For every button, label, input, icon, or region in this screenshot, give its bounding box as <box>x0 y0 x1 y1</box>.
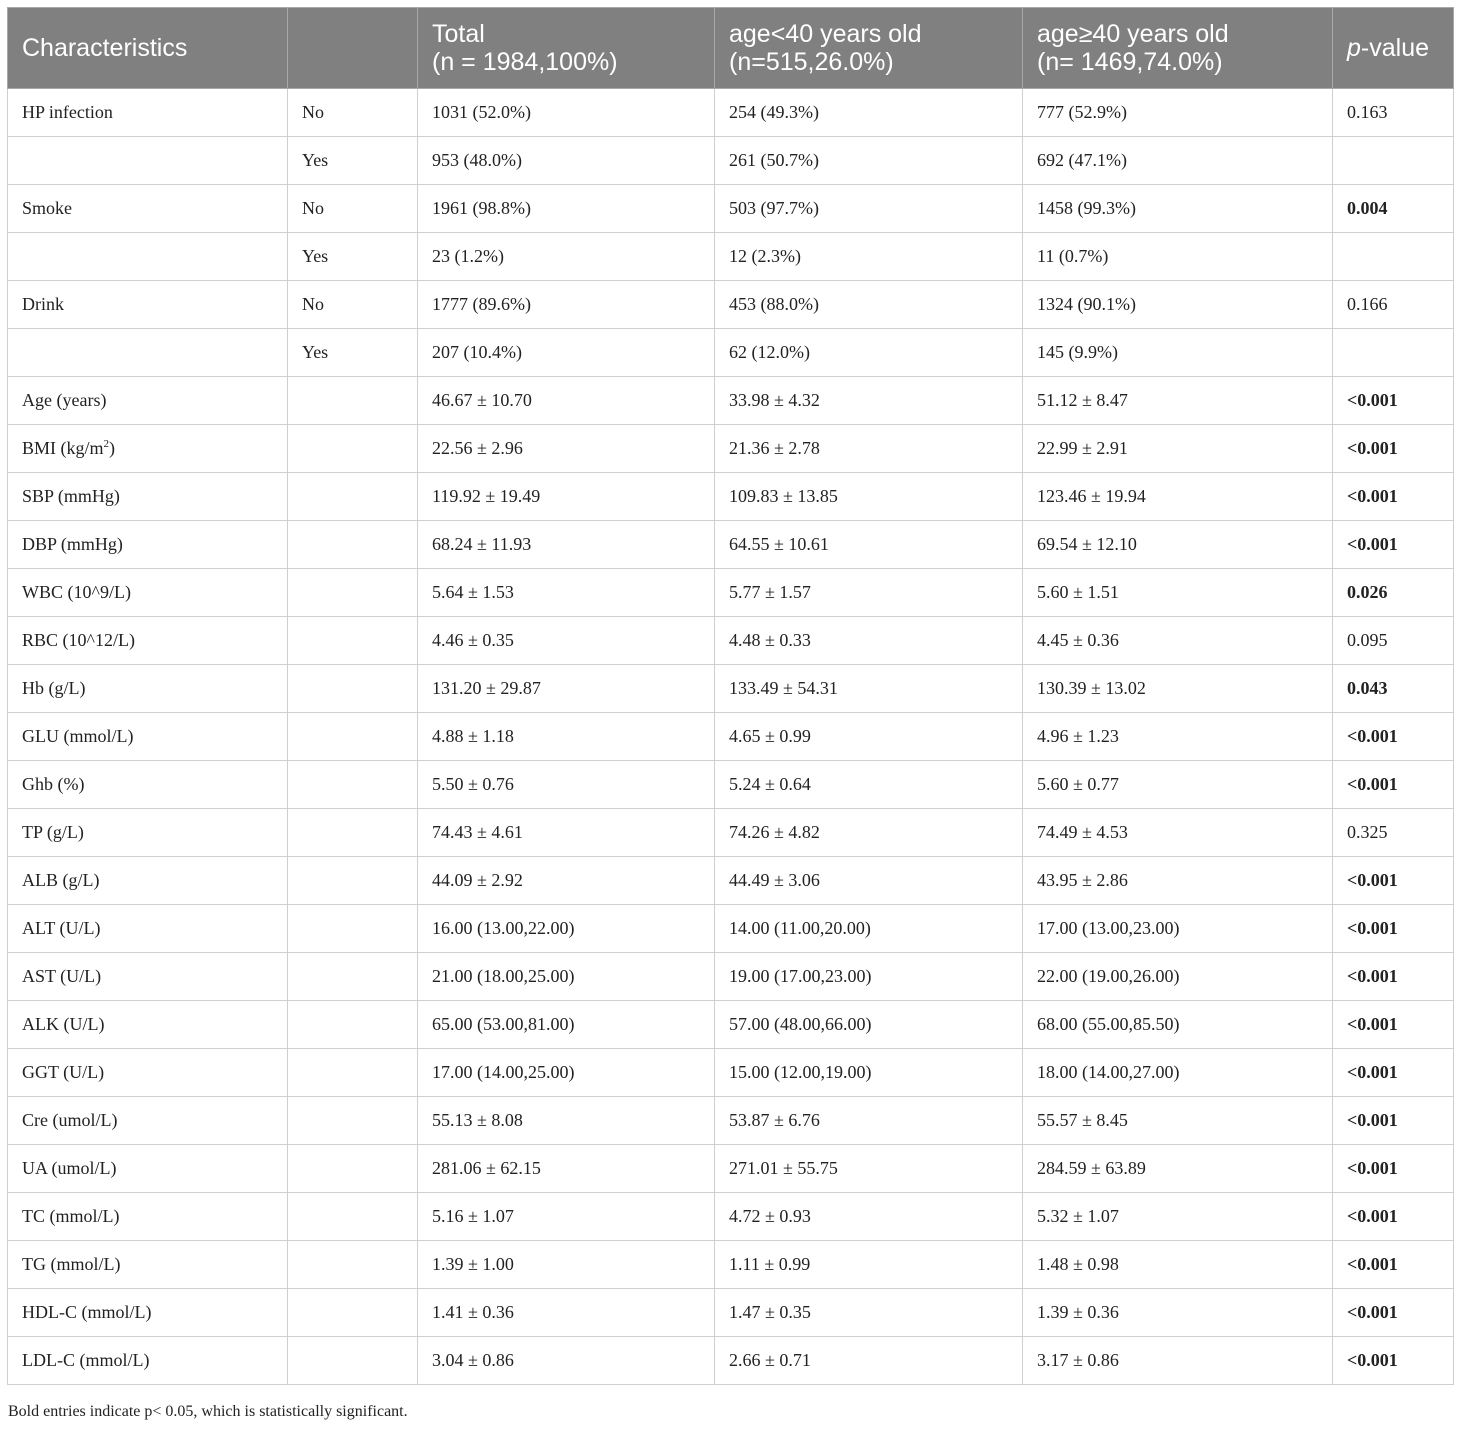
row-age-40-plus: 22.00 (19.00,26.00) <box>1023 953 1333 1001</box>
row-characteristic <box>8 137 288 185</box>
table-row <box>8 1289 1454 1337</box>
row-p-value: <0.001 <box>1333 1241 1454 1289</box>
row-total: 1031 (52.0%) <box>418 89 715 137</box>
row-age-40-plus: 43.95 ± 2.86 <box>1023 857 1333 905</box>
row-age-40-plus: 4.96 ± 1.23 <box>1023 713 1333 761</box>
table-row <box>8 1049 1454 1097</box>
row-total: 74.43 ± 4.61 <box>418 809 715 857</box>
row-age-under-40: 53.87 ± 6.76 <box>715 1097 1023 1145</box>
row-age-40-plus: 22.99 ± 2.91 <box>1023 425 1333 473</box>
row-p-value: <0.001 <box>1333 1049 1454 1097</box>
row-characteristic <box>8 233 288 281</box>
row-p-value: <0.001 <box>1333 857 1454 905</box>
row-characteristic: ALB (g/L) <box>8 857 288 905</box>
row-subcategory <box>288 569 418 617</box>
row-characteristic: Hb (g/L) <box>8 665 288 713</box>
row-total: 5.16 ± 1.07 <box>418 1193 715 1241</box>
row-age-40-plus: 130.39 ± 13.02 <box>1023 665 1333 713</box>
row-age-40-plus: 145 (9.9%) <box>1023 329 1333 377</box>
row-total: 44.09 ± 2.92 <box>418 857 715 905</box>
row-p-value: 0.043 <box>1333 665 1454 713</box>
row-age-under-40: 1.11 ± 0.99 <box>715 1241 1023 1289</box>
row-subcategory <box>288 473 418 521</box>
table-row <box>8 1337 1454 1385</box>
row-subcategory <box>288 713 418 761</box>
row-age-40-plus: 1.48 ± 0.98 <box>1023 1241 1333 1289</box>
row-characteristic: RBC (10^12/L) <box>8 617 288 665</box>
row-characteristic: GLU (mmol/L) <box>8 713 288 761</box>
row-age-40-plus: 692 (47.1%) <box>1023 137 1333 185</box>
table-row <box>8 137 1454 185</box>
row-age-under-40: 4.65 ± 0.99 <box>715 713 1023 761</box>
row-age-40-plus: 51.12 ± 8.47 <box>1023 377 1333 425</box>
row-characteristic <box>8 329 288 377</box>
table-row <box>8 185 1454 233</box>
row-age-under-40: 15.00 (12.00,19.00) <box>715 1049 1023 1097</box>
row-characteristic: LDL-C (mmol/L) <box>8 1337 288 1385</box>
row-age-under-40: 14.00 (11.00,20.00) <box>715 905 1023 953</box>
table-row <box>8 473 1454 521</box>
row-total: 207 (10.4%) <box>418 329 715 377</box>
row-p-value: 0.163 <box>1333 89 1454 137</box>
row-age-40-plus: 123.46 ± 19.94 <box>1023 473 1333 521</box>
row-age-40-plus: 18.00 (14.00,27.00) <box>1023 1049 1333 1097</box>
table-row <box>8 905 1454 953</box>
row-age-under-40: 21.36 ± 2.78 <box>715 425 1023 473</box>
table-row <box>8 761 1454 809</box>
row-characteristic: DBP (mmHg) <box>8 521 288 569</box>
table-row <box>8 617 1454 665</box>
row-age-40-plus: 68.00 (55.00,85.50) <box>1023 1001 1333 1049</box>
row-characteristic: WBC (10^9/L) <box>8 569 288 617</box>
row-p-value: <0.001 <box>1333 1001 1454 1049</box>
row-subcategory <box>288 1145 418 1193</box>
row-age-under-40: 4.72 ± 0.93 <box>715 1193 1023 1241</box>
table-row <box>8 329 1454 377</box>
row-age-40-plus: 284.59 ± 63.89 <box>1023 1145 1333 1193</box>
row-age-under-40: 133.49 ± 54.31 <box>715 665 1023 713</box>
row-characteristic: Ghb (%) <box>8 761 288 809</box>
row-age-under-40: 261 (50.7%) <box>715 137 1023 185</box>
row-subcategory <box>288 809 418 857</box>
row-characteristic: GGT (U/L) <box>8 1049 288 1097</box>
row-p-value: <0.001 <box>1333 1193 1454 1241</box>
row-subcategory <box>288 953 418 1001</box>
row-age-40-plus: 3.17 ± 0.86 <box>1023 1337 1333 1385</box>
row-total: 131.20 ± 29.87 <box>418 665 715 713</box>
row-characteristic: SBP (mmHg) <box>8 473 288 521</box>
table-row <box>8 665 1454 713</box>
row-age-40-plus: 1324 (90.1%) <box>1023 281 1333 329</box>
table-row <box>8 1241 1454 1289</box>
row-total: 281.06 ± 62.15 <box>418 1145 715 1193</box>
row-p-value: <0.001 <box>1333 425 1454 473</box>
row-characteristic: TC (mmol/L) <box>8 1193 288 1241</box>
header-age-under-40: age<40 years old (n=515,26.0%) <box>715 8 1023 89</box>
row-p-value: <0.001 <box>1333 1289 1454 1337</box>
row-age-40-plus: 74.49 ± 4.53 <box>1023 809 1333 857</box>
table-row <box>8 377 1454 425</box>
row-age-under-40: 74.26 ± 4.82 <box>715 809 1023 857</box>
row-age-40-plus: 17.00 (13.00,23.00) <box>1023 905 1333 953</box>
table-row <box>8 1193 1454 1241</box>
row-subcategory <box>288 761 418 809</box>
row-total: 68.24 ± 11.93 <box>418 521 715 569</box>
table-row <box>8 521 1454 569</box>
row-subcategory <box>288 377 418 425</box>
row-age-under-40: 2.66 ± 0.71 <box>715 1337 1023 1385</box>
row-p-value <box>1333 329 1454 377</box>
row-p-value: <0.001 <box>1333 713 1454 761</box>
row-p-value: <0.001 <box>1333 521 1454 569</box>
row-age-under-40: 44.49 ± 3.06 <box>715 857 1023 905</box>
row-subcategory <box>288 1049 418 1097</box>
row-subcategory: No <box>288 281 418 329</box>
table-row <box>8 281 1454 329</box>
row-subcategory <box>288 1289 418 1337</box>
row-age-under-40: 254 (49.3%) <box>715 89 1023 137</box>
row-age-under-40: 12 (2.3%) <box>715 233 1023 281</box>
row-age-under-40: 271.01 ± 55.75 <box>715 1145 1023 1193</box>
row-subcategory <box>288 1097 418 1145</box>
table-row <box>8 1097 1454 1145</box>
row-total: 3.04 ± 0.86 <box>418 1337 715 1385</box>
row-age-under-40: 453 (88.0%) <box>715 281 1023 329</box>
table-row <box>8 1145 1454 1193</box>
row-total: 953 (48.0%) <box>418 137 715 185</box>
row-age-40-plus: 69.54 ± 12.10 <box>1023 521 1333 569</box>
table-footnote: Bold entries indicate p< 0.05, which is statistically significant. <box>8 1403 408 1420</box>
table-row <box>8 857 1454 905</box>
table-row <box>8 809 1454 857</box>
row-age-under-40: 503 (97.7%) <box>715 185 1023 233</box>
row-characteristic: TP (g/L) <box>8 809 288 857</box>
row-age-under-40: 5.24 ± 0.64 <box>715 761 1023 809</box>
row-p-value <box>1333 137 1454 185</box>
row-total: 1777 (89.6%) <box>418 281 715 329</box>
row-subcategory <box>288 1193 418 1241</box>
row-p-value: <0.001 <box>1333 1337 1454 1385</box>
row-characteristic: UA (umol/L) <box>8 1145 288 1193</box>
row-characteristic: TG (mmol/L) <box>8 1241 288 1289</box>
row-subcategory <box>288 905 418 953</box>
row-age-40-plus: 777 (52.9%) <box>1023 89 1333 137</box>
row-p-value: 0.026 <box>1333 569 1454 617</box>
row-total: 22.56 ± 2.96 <box>418 425 715 473</box>
row-subcategory <box>288 1241 418 1289</box>
row-age-under-40: 57.00 (48.00,66.00) <box>715 1001 1023 1049</box>
row-total: 46.67 ± 10.70 <box>418 377 715 425</box>
row-age-40-plus: 11 (0.7%) <box>1023 233 1333 281</box>
row-total: 65.00 (53.00,81.00) <box>418 1001 715 1049</box>
row-age-under-40: 109.83 ± 13.85 <box>715 473 1023 521</box>
row-age-40-plus: 55.57 ± 8.45 <box>1023 1097 1333 1145</box>
row-total: 4.46 ± 0.35 <box>418 617 715 665</box>
row-p-value: 0.166 <box>1333 281 1454 329</box>
row-age-under-40: 33.98 ± 4.32 <box>715 377 1023 425</box>
row-subcategory: No <box>288 89 418 137</box>
row-subcategory: Yes <box>288 137 418 185</box>
row-subcategory <box>288 857 418 905</box>
header-subcategory <box>288 8 418 89</box>
row-subcategory: Yes <box>288 329 418 377</box>
table-row <box>8 1001 1454 1049</box>
row-total: 1.41 ± 0.36 <box>418 1289 715 1337</box>
row-p-value: <0.001 <box>1333 761 1454 809</box>
row-age-under-40: 4.48 ± 0.33 <box>715 617 1023 665</box>
row-total: 1.39 ± 1.00 <box>418 1241 715 1289</box>
header-age-40-plus: age≥40 years old (n= 1469,74.0%) <box>1023 8 1333 89</box>
row-characteristic: ALK (U/L) <box>8 1001 288 1049</box>
row-p-value: <0.001 <box>1333 377 1454 425</box>
row-total: 4.88 ± 1.18 <box>418 713 715 761</box>
row-total: 23 (1.2%) <box>418 233 715 281</box>
row-total: 1961 (98.8%) <box>418 185 715 233</box>
row-subcategory: No <box>288 185 418 233</box>
row-characteristic: BMI $(kg/m^2)$ <box>8 425 288 473</box>
row-characteristic: AST (U/L) <box>8 953 288 1001</box>
row-characteristic: Drink <box>8 281 288 329</box>
row-age-40-plus: 5.60 ± 1.51 <box>1023 569 1333 617</box>
row-subcategory: Yes <box>288 233 418 281</box>
row-total: 5.50 ± 0.76 <box>418 761 715 809</box>
row-age-under-40: 19.00 (17.00,23.00) <box>715 953 1023 1001</box>
row-characteristic: Age (years) <box>8 377 288 425</box>
row-age-40-plus: 5.60 ± 0.77 <box>1023 761 1333 809</box>
row-subcategory <box>288 665 418 713</box>
table-row <box>8 569 1454 617</box>
row-p-value: <0.001 <box>1333 1145 1454 1193</box>
row-characteristic: Smoke <box>8 185 288 233</box>
row-age-40-plus: 5.32 ± 1.07 <box>1023 1193 1333 1241</box>
table-row <box>8 233 1454 281</box>
row-age-under-40: 62 (12.0%) <box>715 329 1023 377</box>
row-p-value: 0.095 <box>1333 617 1454 665</box>
row-subcategory <box>288 521 418 569</box>
table-row <box>8 953 1454 1001</box>
row-characteristic: Cre (umol/L) <box>8 1097 288 1145</box>
row-total: 21.00 (18.00,25.00) <box>418 953 715 1001</box>
row-p-value: 0.325 <box>1333 809 1454 857</box>
row-total: 16.00 (13.00,22.00) <box>418 905 715 953</box>
row-subcategory <box>288 425 418 473</box>
table-row <box>8 425 1454 473</box>
row-total: 55.13 ± 8.08 <box>418 1097 715 1145</box>
row-age-under-40: 1.47 ± 0.35 <box>715 1289 1023 1337</box>
row-characteristic: HDL-C (mmol/L) <box>8 1289 288 1337</box>
row-p-value: <0.001 <box>1333 953 1454 1001</box>
table-row <box>8 89 1454 137</box>
row-p-value: <0.001 <box>1333 473 1454 521</box>
header-characteristics: Characteristics <box>8 8 288 89</box>
row-p-value: 0.004 <box>1333 185 1454 233</box>
row-p-value: <0.001 <box>1333 1097 1454 1145</box>
table-row <box>8 713 1454 761</box>
row-age-40-plus: 1458 (99.3%) <box>1023 185 1333 233</box>
row-subcategory <box>288 617 418 665</box>
row-age-40-plus: 1.39 ± 0.36 <box>1023 1289 1333 1337</box>
row-age-under-40: 64.55 ± 10.61 <box>715 521 1023 569</box>
characteristics-table <box>7 7 1454 1385</box>
row-age-40-plus: 4.45 ± 0.36 <box>1023 617 1333 665</box>
row-characteristic: HP infection <box>8 89 288 137</box>
header-row <box>8 8 1454 89</box>
row-subcategory <box>288 1337 418 1385</box>
row-subcategory <box>288 1001 418 1049</box>
row-total: 119.92 ± 19.49 <box>418 473 715 521</box>
row-characteristic: ALT (U/L) <box>8 905 288 953</box>
row-p-value <box>1333 233 1454 281</box>
row-age-under-40: 5.77 ± 1.57 <box>715 569 1023 617</box>
header-total: Total (n = 1984,100%) <box>418 8 715 89</box>
header-p-value: p-value <box>1333 8 1454 89</box>
row-p-value: <0.001 <box>1333 905 1454 953</box>
row-total: 17.00 (14.00,25.00) <box>418 1049 715 1097</box>
row-total: 5.64 ± 1.53 <box>418 569 715 617</box>
